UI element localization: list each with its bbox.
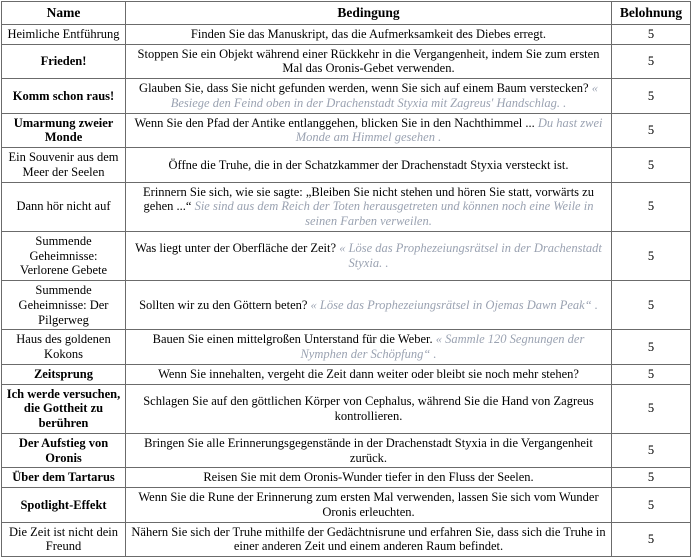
quest-name-cell: Komm schon raus! bbox=[2, 79, 126, 114]
condition-text: Nähern Sie sich der Truhe mithilfe der Gedächtnisrune und erfahren Sie, dass sich die Truhe in einer anderen Zeit und einem anderen Raum befindet. bbox=[131, 524, 606, 554]
table-header bbox=[2, 2, 691, 25]
quest-reward-cell: 5 bbox=[612, 364, 691, 384]
quest-name-cell: Der Aufstieg von Oronis bbox=[2, 433, 126, 468]
column-header-name: Name bbox=[2, 2, 126, 25]
quest-condition-cell bbox=[126, 384, 612, 433]
quest-name-cell: Zeitsprung bbox=[2, 364, 126, 384]
quest-condition-cell bbox=[126, 148, 612, 183]
table-row bbox=[2, 24, 691, 44]
quest-reward-cell: 5 bbox=[612, 148, 691, 183]
quest-reward-cell: 5 bbox=[612, 44, 691, 79]
quest-name-cell: Spotlight-Effekt bbox=[2, 488, 126, 523]
quest-reward-cell: 5 bbox=[612, 24, 691, 44]
quest-condition-cell bbox=[126, 364, 612, 384]
condition-text: Wenn Sie den Pfad der Antike entlanggehen, blicken Sie in den Nachthimmel ... bbox=[134, 115, 535, 130]
quest-condition-cell bbox=[126, 488, 612, 523]
quest-condition-cell bbox=[126, 522, 612, 557]
table-row bbox=[2, 468, 691, 488]
condition-hint-text: Du hast zwei Monde am Himmel gesehen . bbox=[295, 115, 603, 145]
quest-condition-cell bbox=[126, 182, 612, 231]
quest-condition-cell bbox=[126, 79, 612, 114]
quest-name-cell: Die Zeit ist nicht dein Freund bbox=[2, 522, 126, 557]
quest-name-cell: Heimliche Entführung bbox=[2, 24, 126, 44]
quest-reward-cell: 5 bbox=[612, 281, 691, 330]
table-row bbox=[2, 79, 691, 114]
quest-name-cell: Über dem Tartarus bbox=[2, 468, 126, 488]
quest-table bbox=[1, 1, 691, 557]
quest-name-cell: Haus des goldenen Kokons bbox=[2, 330, 126, 365]
quest-reward-cell: 5 bbox=[612, 330, 691, 365]
quest-name-cell: Ein Souvenir aus dem Meer der Seelen bbox=[2, 148, 126, 183]
quest-reward-cell: 5 bbox=[612, 113, 691, 148]
quest-condition-cell bbox=[126, 231, 612, 280]
table-row bbox=[2, 384, 691, 433]
quest-condition-cell bbox=[126, 468, 612, 488]
column-header-condition: Bedingung bbox=[126, 2, 612, 25]
condition-text: Stoppen Sie ein Objekt während einer Rückkehr in die Vergangenheit, indem Sie zum ersten Mal das Oronis-Gebet verwenden. bbox=[137, 46, 600, 76]
quest-reward-cell: 5 bbox=[612, 231, 691, 280]
condition-text: Erinnern Sie sich, wie sie sagte: „Bleiben Sie nicht stehen und hören Sie statt, vorwärts zu gehen ...“ bbox=[143, 184, 594, 214]
quest-reward-cell: 5 bbox=[612, 384, 691, 433]
condition-text: Öffne die Truhe, die in der Schatzkammer der Drachenstadt Styxia versteckt ist. bbox=[168, 157, 569, 172]
table-row bbox=[2, 330, 691, 365]
table-row bbox=[2, 281, 691, 330]
condition-hint-text: « Löse das Prophezeiungsrätsel in der Drachenstadt Styxia. . bbox=[339, 241, 602, 271]
table-row bbox=[2, 231, 691, 280]
quest-name-cell: Ich werde versuchen, die Gottheit zu berühren bbox=[2, 384, 126, 433]
condition-hint-text: « Besiege den Feind oben in der Drachenstadt Styxia mit Zagreus' Handschlag. . bbox=[170, 81, 598, 110]
quest-reward-cell: 5 bbox=[612, 522, 691, 557]
condition-text: Reisen Sie mit dem Oronis-Wunder tiefer in den Fluss der Seelen. bbox=[203, 470, 534, 485]
quest-name-cell: Dann hör nicht auf bbox=[2, 182, 126, 231]
condition-hint-text: « Löse das Prophezeiungsrätsel in Ojemas Dawn Peak“ . bbox=[310, 297, 598, 312]
condition-text: Bringen Sie alle Erinnerungsgegenstände in der Drachenstadt Styxia in die Vergangenheit zurück. bbox=[144, 435, 593, 465]
quest-condition-cell bbox=[126, 330, 612, 365]
condition-text: Wenn Sie die Rune der Erinnerung zum ersten Mal verwenden, lassen Sie sich vom Wunder Oronis erleuchten. bbox=[138, 490, 599, 519]
condition-text: Glauben Sie, dass Sie nicht gefunden werden, wenn Sie sich auf einem Baum verstecken? bbox=[139, 81, 589, 96]
condition-hint-text: « Sammle 120 Segnungen der Nymphen der Schöpfung“ . bbox=[300, 332, 585, 362]
condition-text: Bauen Sie einen mittelgroßen Unterstand für die Weber. bbox=[152, 332, 433, 347]
condition-text: Was liegt unter der Oberfläche der Zeit? bbox=[135, 241, 337, 256]
quest-reward-cell: 5 bbox=[612, 488, 691, 523]
table-row bbox=[2, 44, 691, 79]
condition-text: Sollten wir zu den Göttern beten? bbox=[139, 297, 308, 312]
quest-reward-cell: 5 bbox=[612, 468, 691, 488]
condition-text: Finden Sie das Manuskript, das die Aufmerksamkeit des Diebes erregt. bbox=[190, 26, 547, 41]
quest-condition-cell bbox=[126, 433, 612, 468]
quest-name-cell: Frieden! bbox=[2, 44, 126, 79]
table-row bbox=[2, 364, 691, 384]
quest-condition-cell bbox=[126, 24, 612, 44]
table-row bbox=[2, 522, 691, 557]
quest-condition-cell bbox=[126, 113, 612, 148]
condition-text: Wenn Sie innehalten, vergeht die Zeit dann weiter oder bleibt sie noch mehr stehen? bbox=[158, 366, 579, 381]
condition-text: Schlagen Sie auf den göttlichen Körper von Cephalus, während Sie die Hand von Zagreus kontrollieren. bbox=[143, 394, 594, 423]
quest-condition-cell bbox=[126, 44, 612, 79]
quest-reward-cell: 5 bbox=[612, 79, 691, 114]
condition-hint-text: Sie sind aus dem Reich der Toten herausgetreten und können noch eine Weile in seinen Farben verweilen. bbox=[194, 199, 594, 229]
quest-name-cell: Umarmung zweier Monde bbox=[2, 113, 126, 148]
table-header-row bbox=[2, 2, 691, 25]
table-body bbox=[2, 24, 691, 556]
quest-name-cell: Summende Geheimnisse: Verlorene Gebete bbox=[2, 231, 126, 280]
table-row bbox=[2, 182, 691, 231]
table-row bbox=[2, 433, 691, 468]
quest-reward-cell: 5 bbox=[612, 433, 691, 468]
quest-reward-cell: 5 bbox=[612, 182, 691, 231]
quest-name-cell: Summende Geheimnisse: Der Pilgerweg bbox=[2, 281, 126, 330]
column-header-reward: Belohnung bbox=[612, 2, 691, 25]
quest-condition-cell bbox=[126, 281, 612, 330]
table-row bbox=[2, 148, 691, 183]
table-row bbox=[2, 113, 691, 148]
table-row bbox=[2, 488, 691, 523]
